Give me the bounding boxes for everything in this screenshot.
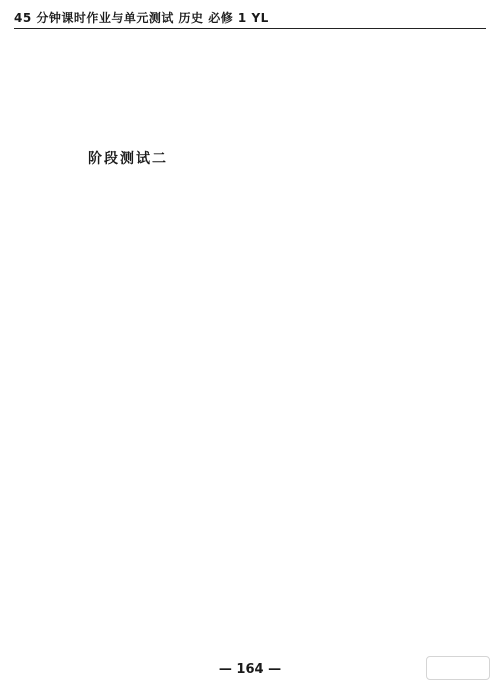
watermark-stamp — [426, 656, 490, 680]
left-main-column — [14, 176, 242, 652]
right-column — [258, 38, 486, 654]
section-title: 阶段测试二 — [88, 151, 168, 167]
header-title: 45 分钟课时作业与单元测试 历史 必修 1 YL — [14, 11, 269, 25]
left-top-column — [14, 38, 242, 144]
page-number: — 164 — — [218, 662, 282, 677]
page-header — [14, 8, 486, 29]
